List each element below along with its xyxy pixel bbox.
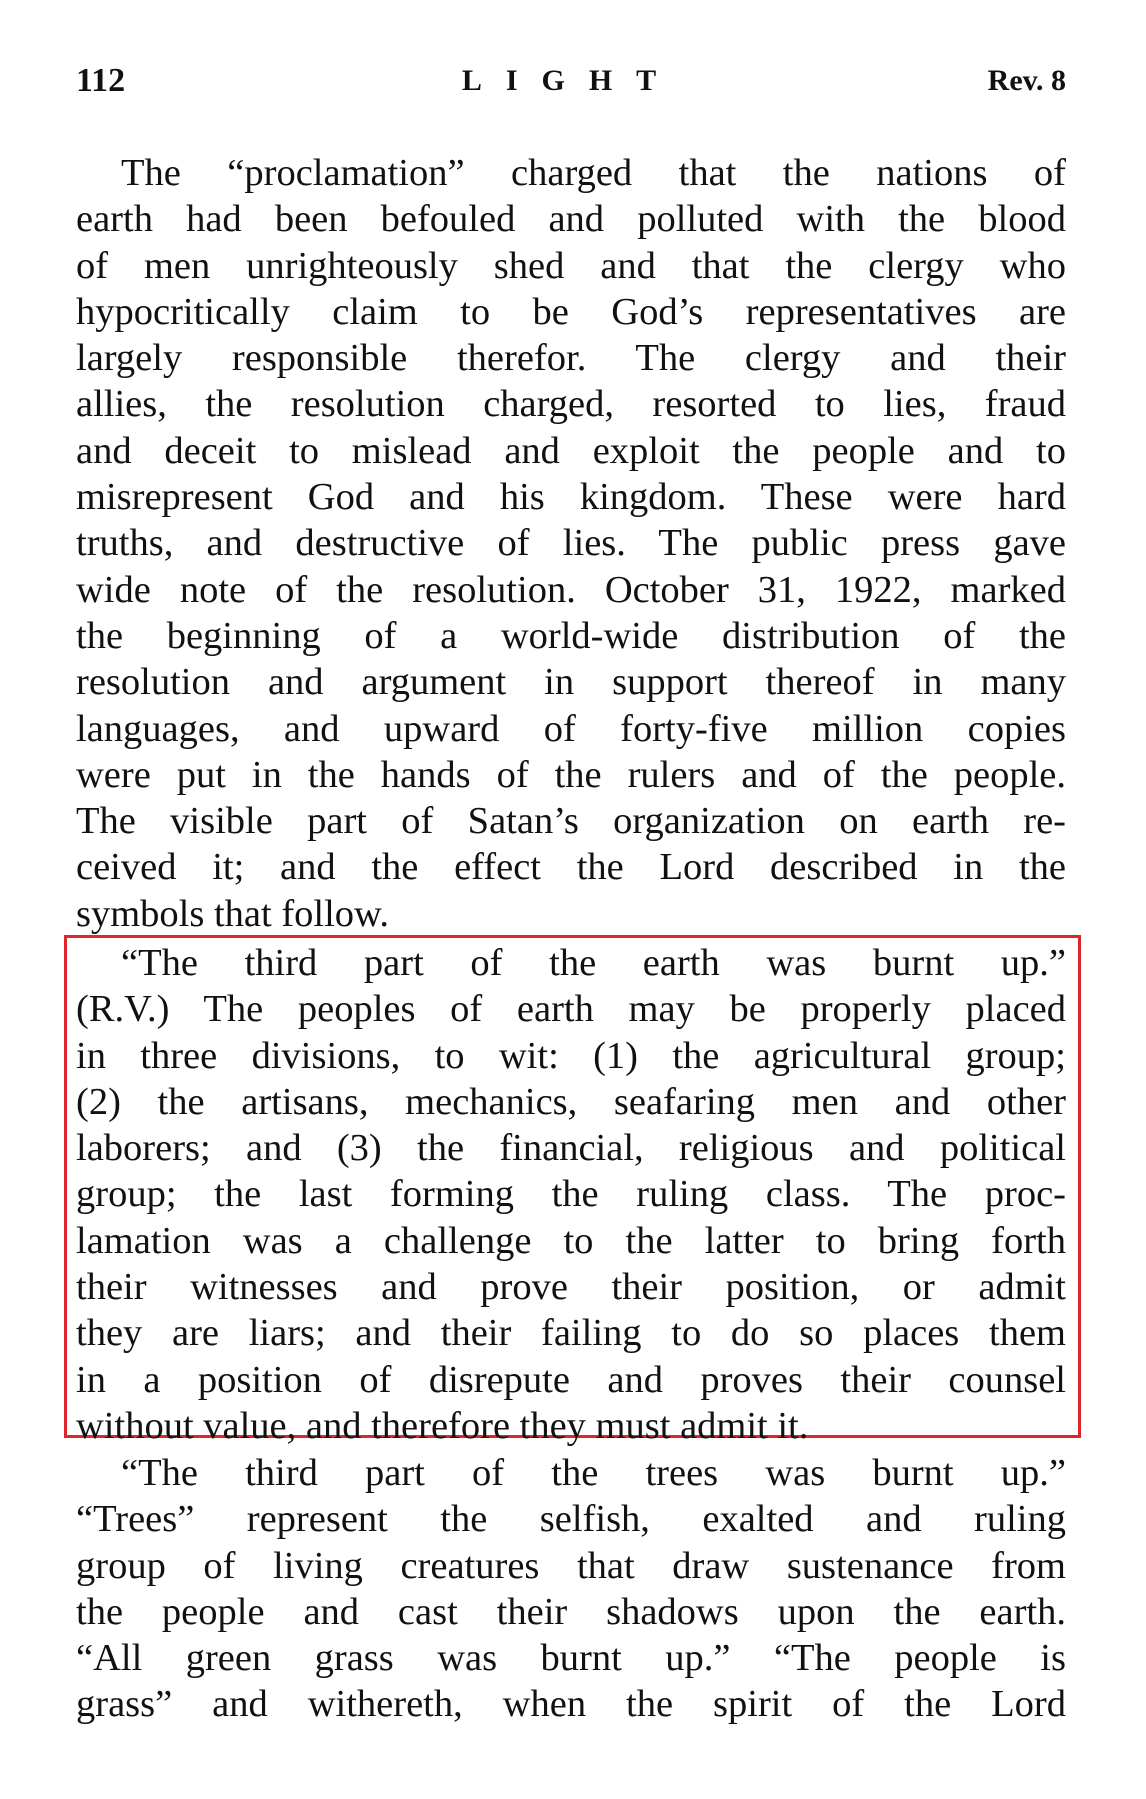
text-line: languages, and upward of forty-five million copies bbox=[76, 707, 1066, 750]
text-line: largely responsible therefor. The clergy and their bbox=[76, 337, 1066, 380]
text-line: ceived it; and the effect the Lord described in the bbox=[76, 846, 1066, 889]
running-title: LIGHT bbox=[461, 64, 681, 97]
paragraph-third-part-earth bbox=[76, 940, 1066, 1449]
text-line: allies, the resolution charged, resorted to lies, fraud bbox=[76, 383, 1066, 426]
text-line: and deceit to mislead and exploit the people and to bbox=[76, 429, 1066, 472]
text-line: The “proclamation” charged that the nations of bbox=[121, 152, 1066, 194]
text-line: their witnesses and prove their position, or admit bbox=[76, 1266, 1066, 1309]
text-line: symbols that follow. bbox=[76, 892, 389, 935]
text-line: lamation was a challenge to the latter to bring forth bbox=[76, 1219, 1066, 1262]
paragraph-proclamation bbox=[76, 150, 1066, 937]
text-line: without value, and therefore they must admit it. bbox=[76, 1404, 809, 1447]
text-line: earth had been befouled and polluted with the blood bbox=[76, 198, 1066, 241]
page-number: 112 bbox=[76, 62, 126, 99]
text-line: group of living creatures that draw sustenance from bbox=[76, 1544, 1066, 1587]
text-line: “Trees” represent the selfish, exalted and ruling bbox=[76, 1498, 1066, 1541]
text-line: (R.V.) The peoples of earth may be properly placed bbox=[76, 988, 1066, 1031]
text-line: wide note of the resolution. October 31, 1922, marked bbox=[76, 568, 1066, 611]
section-reference: Rev. 8 bbox=[987, 64, 1066, 97]
text-line: “The third part of the earth was burnt up.” bbox=[121, 942, 1066, 984]
text-line: truths, and destructive of lies. The public press gave bbox=[76, 522, 1066, 565]
text-line: “The third part of the trees was burnt up.” bbox=[121, 1452, 1066, 1494]
text-line: the beginning of a world-wide distribution of the bbox=[76, 614, 1066, 657]
paragraph-third-part-trees bbox=[76, 1450, 1066, 1728]
text-line: were put in the hands of the rulers and of the people. bbox=[76, 753, 1066, 796]
text-line: The visible part of Satan’s organization on earth re- bbox=[76, 800, 1066, 843]
text-line: grass” and withereth, when the spirit of the Lord bbox=[76, 1683, 1066, 1726]
text-line: misrepresent God and his kingdom. These were hard bbox=[76, 476, 1066, 519]
text-line: laborers; and (3) the financial, religious and political bbox=[76, 1127, 1066, 1170]
text-line: (2) the artisans, mechanics, seafaring men and other bbox=[76, 1080, 1066, 1123]
text-line: in a position of disrepute and proves their counsel bbox=[76, 1358, 1066, 1401]
text-line: in three divisions, to wit: (1) the agricultural group; bbox=[76, 1034, 1066, 1077]
text-line: “All green grass was burnt up.” “The people is bbox=[76, 1637, 1066, 1680]
running-head bbox=[76, 62, 1066, 106]
text-line: hypocritically claim to be God’s representatives are bbox=[76, 290, 1066, 333]
text-line: group; the last forming the ruling class. The proc- bbox=[76, 1173, 1066, 1216]
text-line: they are liars; and their failing to do so places them bbox=[76, 1312, 1066, 1355]
text-line: the people and cast their shadows upon the earth. bbox=[76, 1590, 1066, 1633]
text-line: of men unrighteously shed and that the clergy who bbox=[76, 244, 1066, 287]
text-line: resolution and argument in support thereof in many bbox=[76, 661, 1066, 704]
